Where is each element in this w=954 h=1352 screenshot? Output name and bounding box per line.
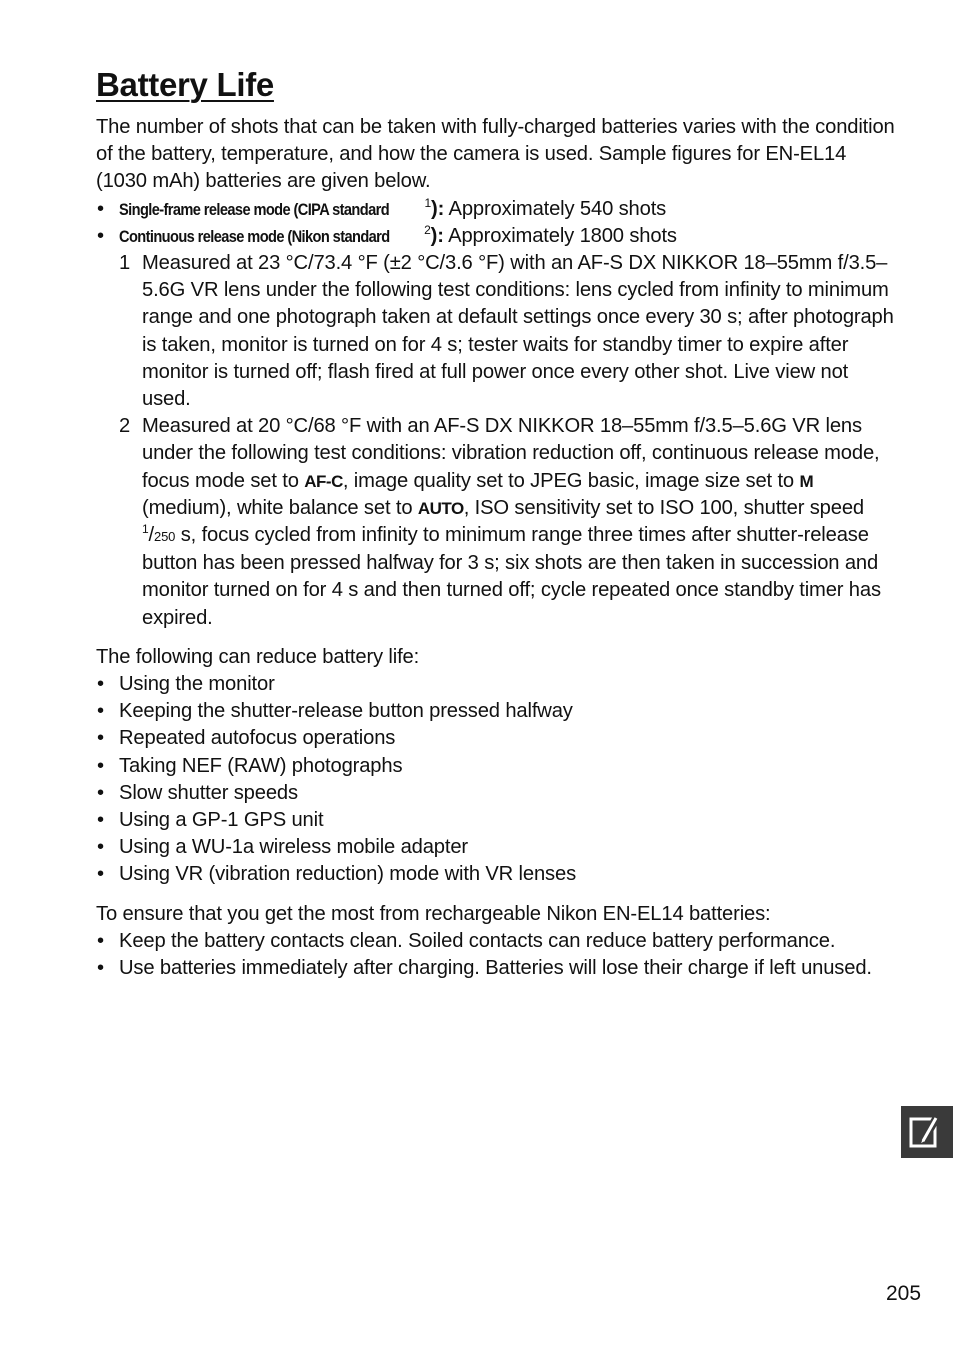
mode-label-close: ): [430,224,444,247]
list-item: • Using a WU-1a wireless mobile adapter [96,834,896,861]
list-item: • Slow shutter speeds [96,780,896,807]
list-item-continuous [96,223,896,250]
page-number: 205 [886,1282,922,1305]
fraction-slash: / [148,524,154,547]
fraction-numerator: 1 [142,522,149,537]
ensure-list [96,928,896,982]
mode-label: Single-frame release mode (CIPA standard [119,199,390,219]
reduce-list [96,671,896,889]
list-item: • Using VR (vibration reduction) mode with VR lenses [96,861,896,888]
footnote-text: , ISO sensitivity set to ISO 100, shutter speed [463,496,864,519]
image-size-m: M [799,471,814,491]
footnote-text: (medium), white balance set to [142,496,418,519]
page-title: Battery Life [96,66,274,103]
footnote-2 [96,413,896,632]
list-item: • Using the monitor [96,671,896,698]
mode-value: Approximately 1800 shots [443,224,677,247]
mode-value: Approximately 540 shots [444,197,667,220]
list-item: • Using a GP-1 GPS unit [96,807,896,834]
footnote-number: 2 [119,415,131,438]
footnote-ref: 1 [424,195,431,210]
white-balance-auto: AUTO [417,498,464,518]
list-item-single-frame [96,196,896,223]
section-tab [901,1106,953,1158]
list-item: • Keeping the shutter-release button pressed halfway [96,698,896,725]
footnote-text: Measured at 23 °C/73.4 °F (±2 °C/3.6 °F) with an AF-S DX NIKKOR 18–55mm f/3.5–5.6G VR lens under the following test conditions: lens cycled from infinity to minimum range and one photograph taken at default settings once every 30 s; after photograph is taken, monitor is turned on for 4 s; tester waits for standby timer to expire after monitor is turned off; flash fired at full power once every other shot. Live view not used. [142,252,894,411]
footnote-text: s, focus cycled from infinity to minimum range three times after shutter-release button has been pressed halfway for 3 s; six shots are then taken in succession and monitor turned on for 4 s and then turned off; cycle repeated once standby timer has expired. [142,524,881,629]
release-mode-list [96,196,896,250]
footnote-ref: 2 [424,222,431,237]
footnote-number: 1 [119,252,131,275]
intro-paragraph: The number of shots that can be taken with fully-charged batteries varies with the condition of the battery, temperature, and how the camera is used. Sample figures for EN-EL14 (1030 mAh) batteries are given below. [96,116,895,193]
list-item: • Keep the battery contacts clean. Soiled contacts can reduce battery performance. [96,928,896,955]
technical-notes-icon [901,1106,953,1158]
reduce-lead: The following can reduce battery life: [96,645,420,668]
ensure-lead: To ensure that you get the most from rechargeable Nikon EN-EL14 batteries: [96,902,771,925]
focus-mode-afc: AF-C [304,471,343,491]
list-item: • Taking NEF (RAW) photographs [96,753,896,780]
footnotes-list [96,250,896,632]
footnote-1 [96,250,896,413]
list-item: • Use batteries immediately after charging. Batteries will lose their charge if left unused. [96,955,896,982]
list-item: • Repeated autofocus operations [96,725,896,752]
page-content [96,114,896,982]
mode-label-close: ): [431,197,445,220]
footnote-text: , image quality set to JPEG basic, image size set to [342,469,800,492]
footnote-text: Measured at 20 °C/68 °F with an AF-S DX NIKKOR 18–55mm f/3.5–5.6G VR lens under the following test conditions: vibration reduction off, continuous release mode, focus mode set to [142,415,880,492]
fraction-denominator: 250 [154,529,176,545]
mode-label: Continuous release mode (Nikon standard [119,226,390,246]
